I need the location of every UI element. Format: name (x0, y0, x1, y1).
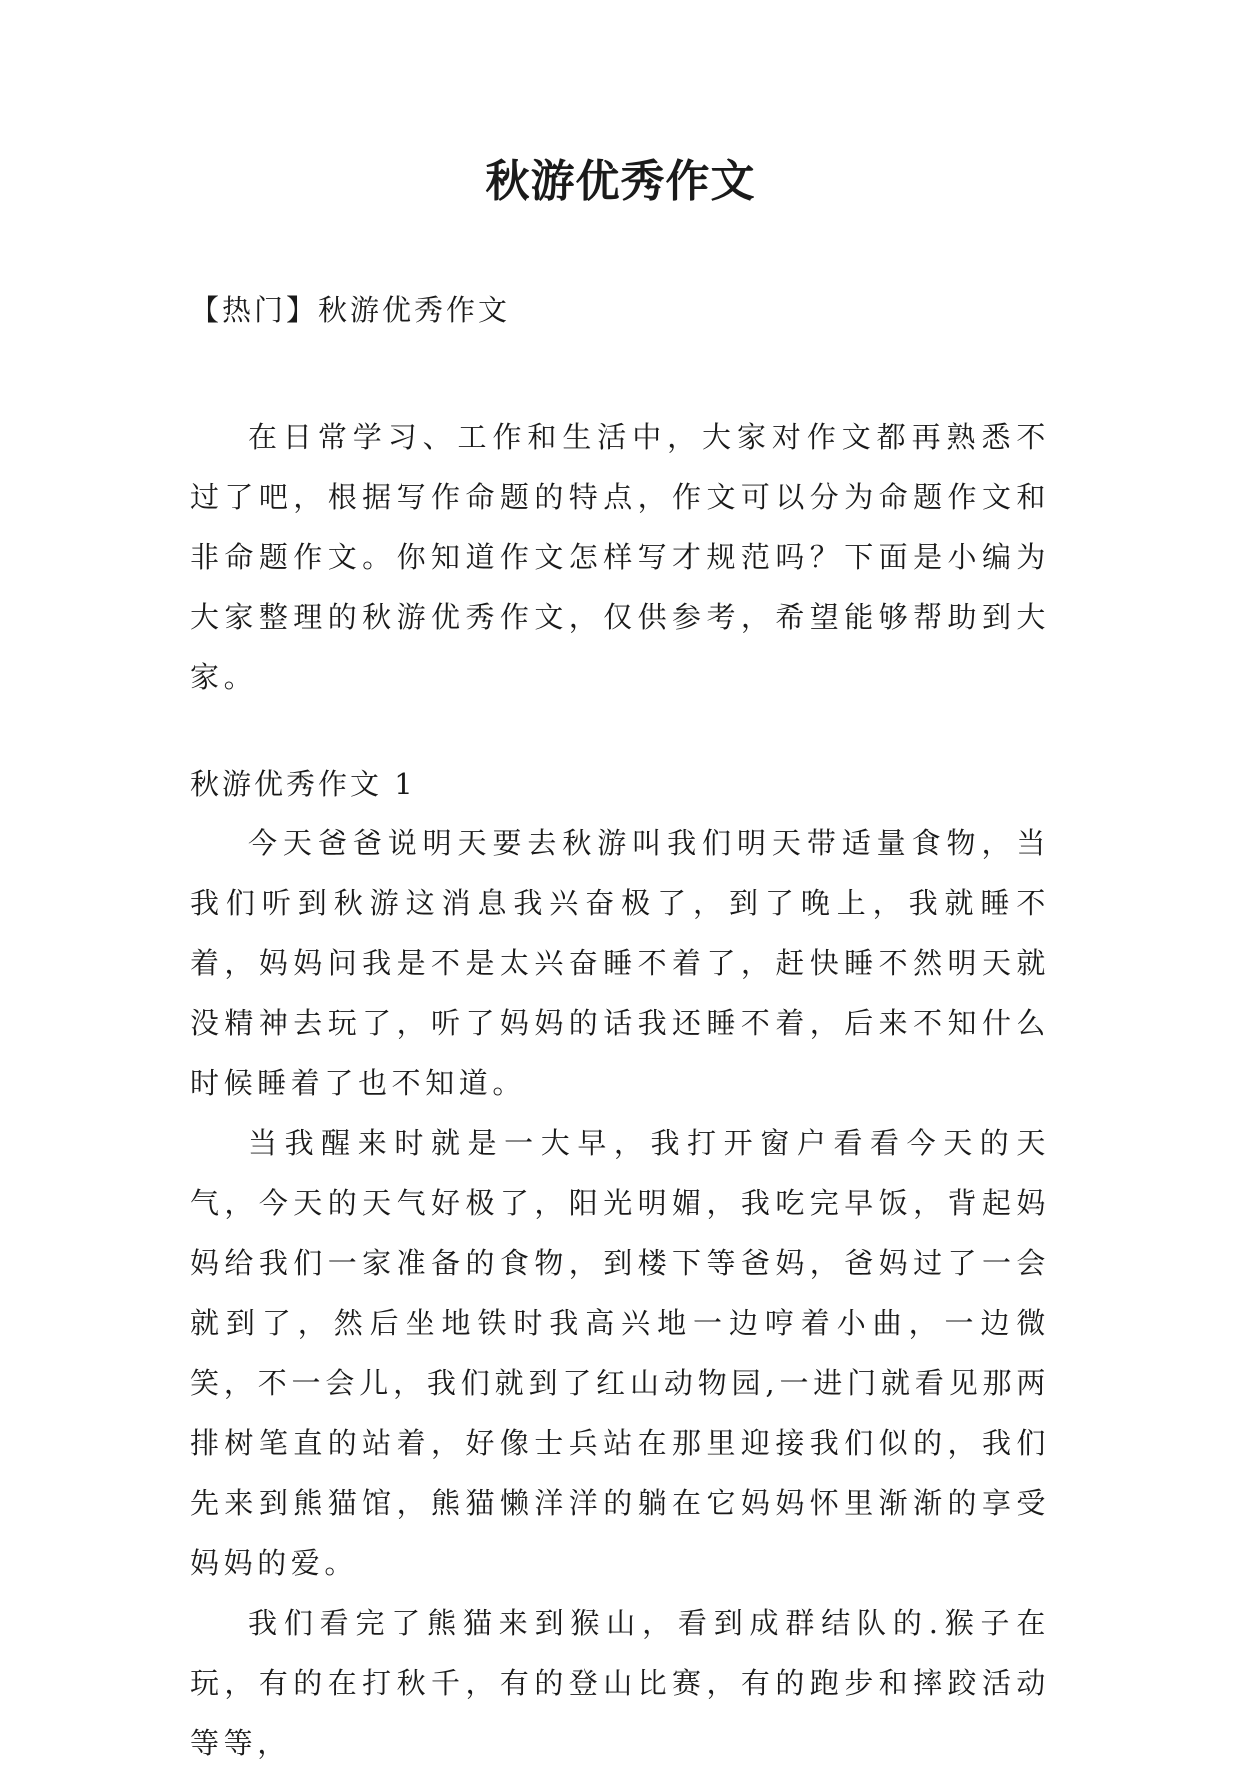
document-subtitle: 【热门】秋游优秀作文 (190, 293, 511, 327)
document-body (190, 290, 1050, 1773)
body-paragraph-2: 当我醒来时就是一大早，我打开窗户看看今天的天气，今天的天气好极了，阳光明媚，我吃完早饭，背起妈妈给我们一家准备的食物，到楼下等爸妈，爸妈过了一会就到了，然后坐地铁时我高兴地一边哼着小曲，一边微笑，不一会儿，我们就到了红山动物园,一进门就看见那两排树笔直的站着，好像士兵站在那里迎接我们似的，我们先来到熊猫馆，熊猫懒洋洋的躺在它妈妈怀里渐渐的享受妈妈的爱。 (190, 1126, 1050, 1580)
section-title: 秋游优秀作文 1 (190, 767, 416, 801)
intro-paragraph: 在日常学习、工作和生活中，大家对作文都再熟悉不过了吧，根据写作命题的特点，作文可以分为命题作文和非命题作文。你知道作文怎样写才规范吗？下面是小编为大家整理的秋游优秀作文，仅供参考，希望能够帮助到大家。 (190, 420, 1050, 694)
body-paragraph-1: 今天爸爸说明天要去秋游叫我们明天带适量食物，当我们听到秋游这消息我兴奋极了，到了晚上，我就睡不着，妈妈问我是不是太兴奋睡不着了，赶快睡不然明天就没精神去玩了，听了妈妈的话我还睡不着，后来不知什么时候睡着了也不知道。 (190, 826, 1050, 1100)
body-paragraph-3: 我们看完了熊猫来到猴山，看到成群结队的.猴子在玩，有的在打秋千，有的登山比赛，有的跑步和摔跤活动等等， (190, 1606, 1050, 1760)
document-title: 秋游优秀作文 (485, 156, 756, 207)
